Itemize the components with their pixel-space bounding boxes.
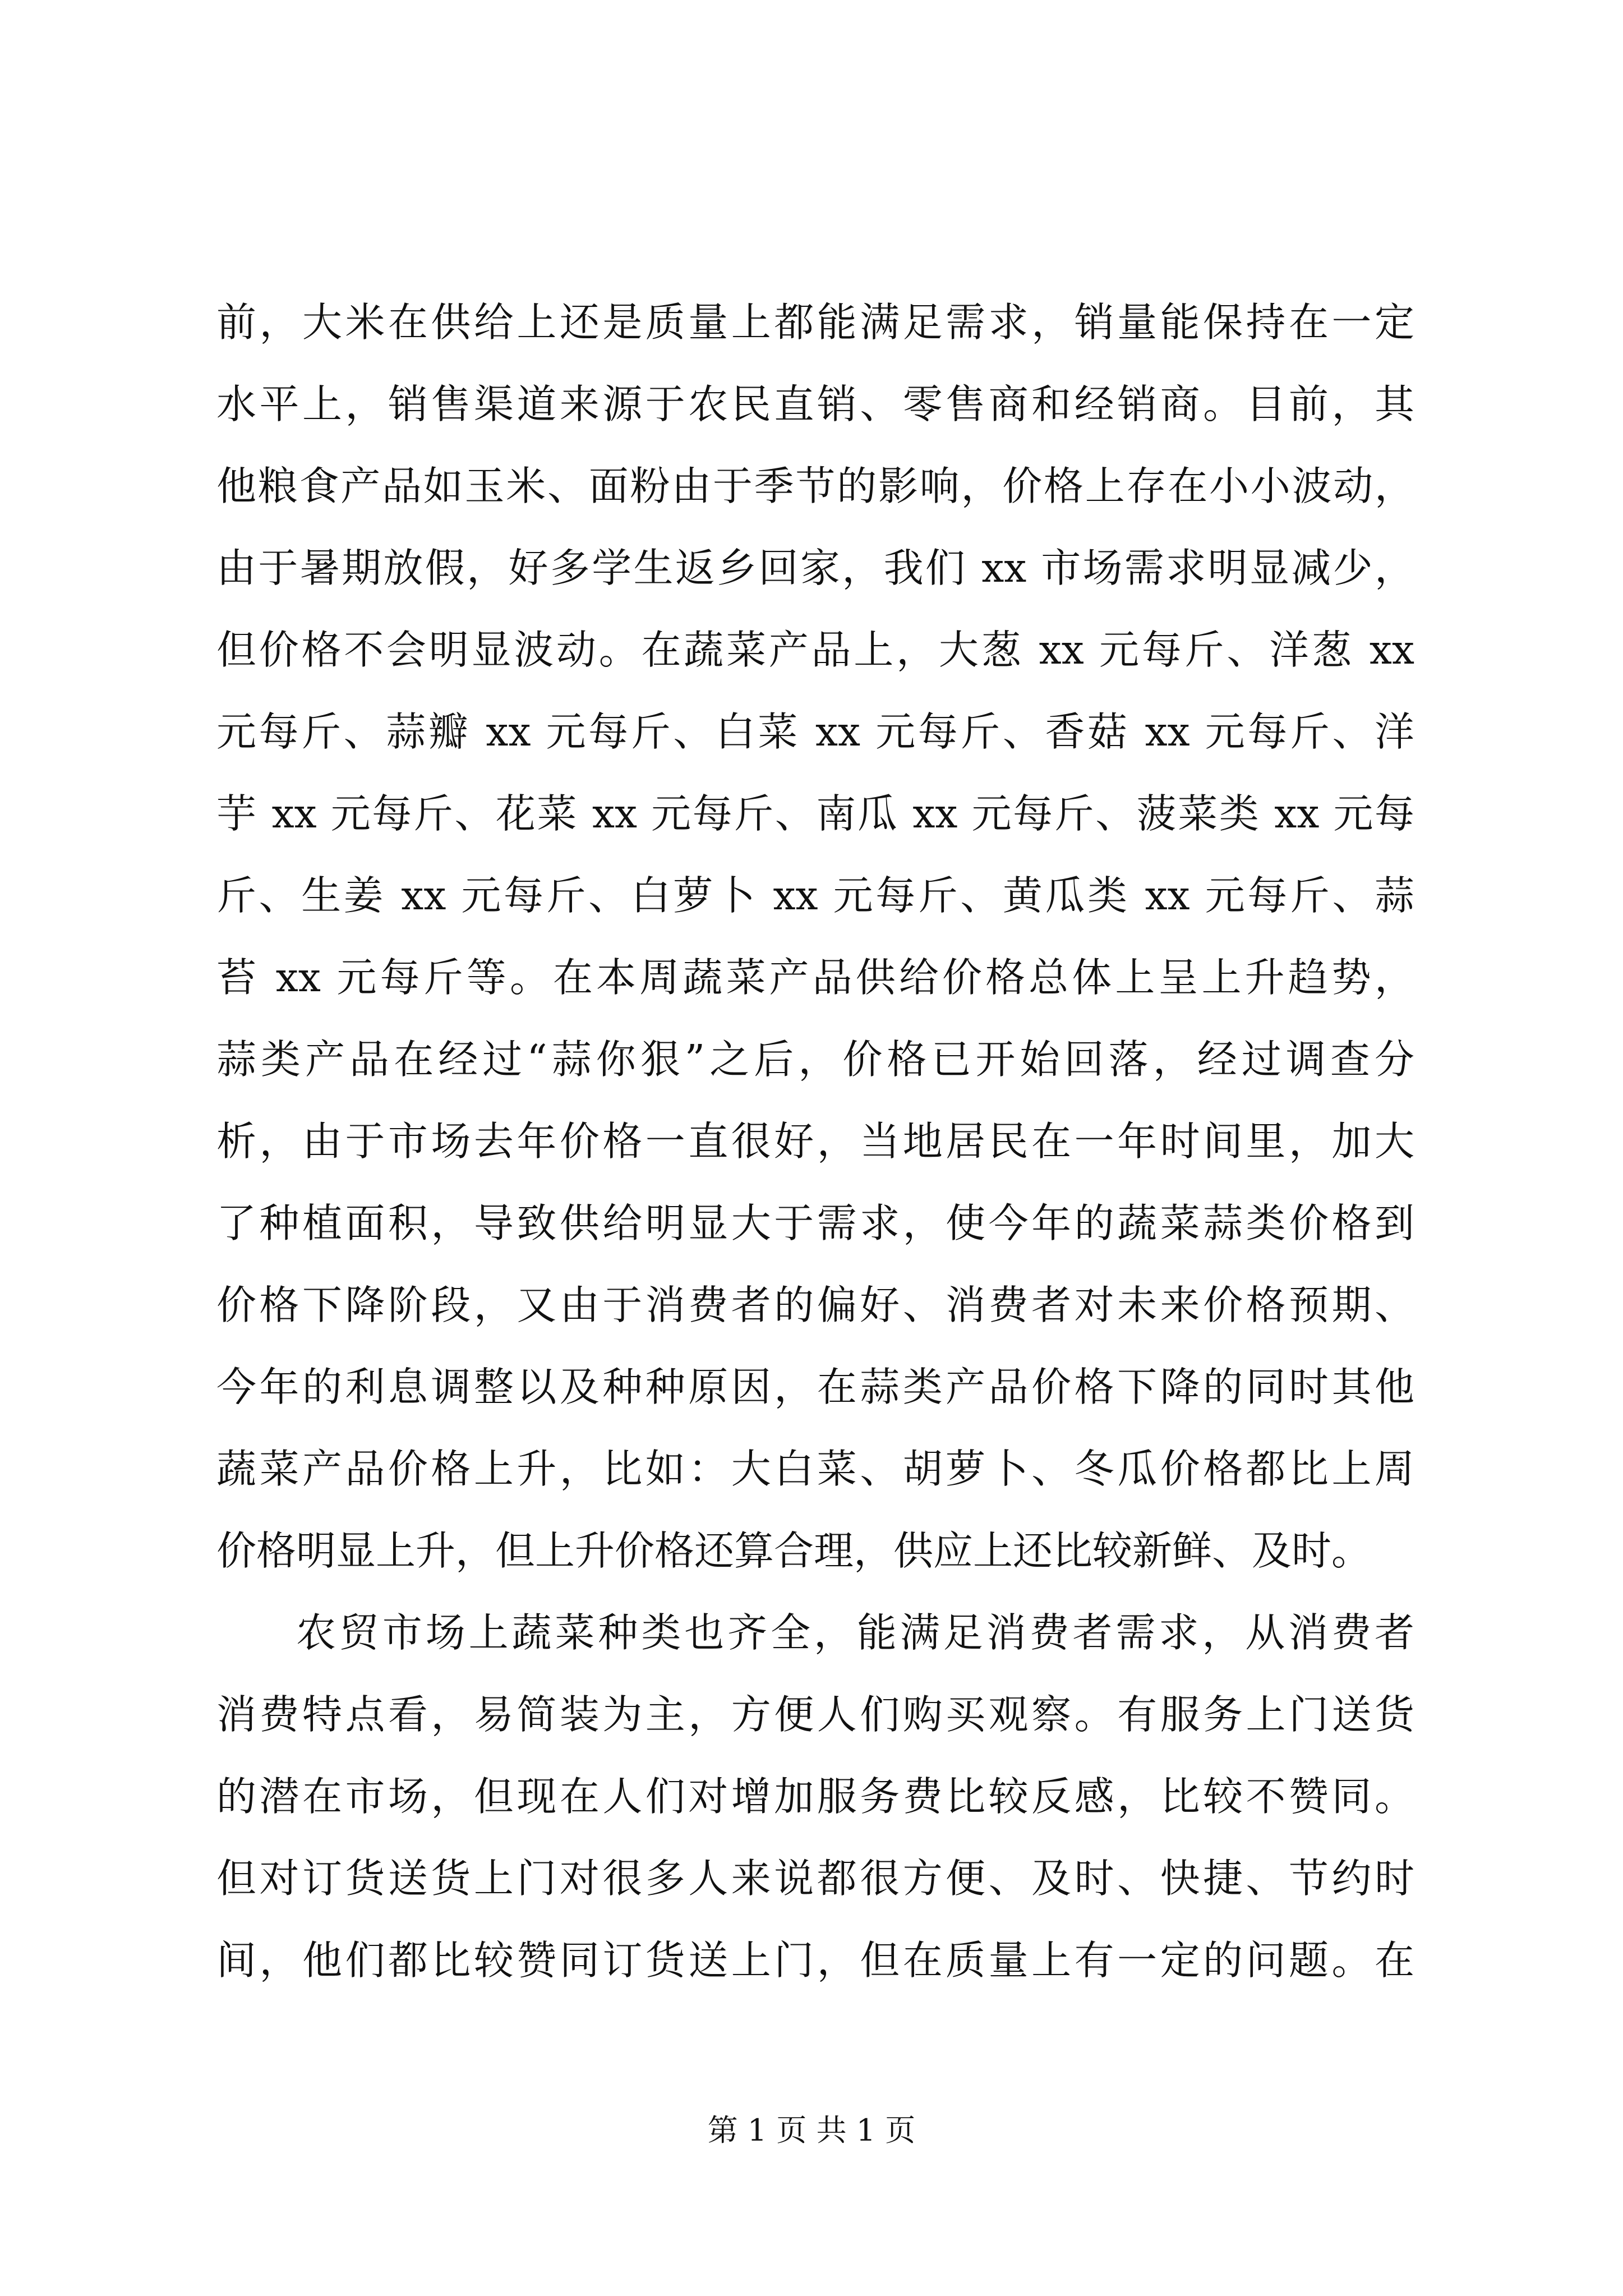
text-line: 了种植面积，导致供给明显大于需求，使今年的蔬菜蒜类价格到 [216,1200,1414,1246]
page-number: 第 1 页 共 1 页 [707,2113,916,2148]
text-line: 水平上，销售渠道来源于农民直销、零售商和经销商。目前，其 [216,381,1414,427]
text-line: 苔 xx 元每斤等。在本周蔬菜产品供给价格总体上呈上升趋势， [216,954,1414,1001]
text-line: 他粮食产品如玉米、面粉由于季节的影响，价格上存在小小波动， [216,463,1414,509]
body-text [216,282,1414,2001]
text-line: 斤、生姜 xx 元每斤、白萝卜 xx 元每斤、黄瓜类 xx 元每斤、蒜 [216,872,1414,919]
page-footer [0,2106,1623,2150]
text-line: 芋 xx 元每斤、花菜 xx 元每斤、南瓜 xx 元每斤、菠菜类 xx 元每 [216,790,1414,837]
text-line: 由于暑期放假，好多学生返乡回家，我们 xx 市场需求明显减少， [216,545,1414,591]
text-line: 元每斤、蒜瓣 xx 元每斤、白菜 xx 元每斤、香菇 xx 元每斤、洋 [216,708,1414,755]
text-line: 蔬菜产品价格上升，比如：大白菜、胡萝卜、冬瓜价格都比上周 [216,1446,1414,1492]
text-line: 前，大米在供给上还是质量上都能满足需求，销量能保持在一定 [216,299,1414,346]
text-line: 的潜在市场，但现在人们对增加服务费比较反感，比较不赞同。 [216,1773,1414,1820]
text-line: 价格下降阶段，又由于消费者的偏好、消费者对未来价格预期、 [216,1282,1414,1328]
text-line: 消费特点看，易简装为主，方便人们购买观察。有服务上门送货 [216,1691,1414,1738]
text-line: 但价格不会明显波动。在蔬菜产品上，大葱 xx 元每斤、洋葱 xx [216,627,1414,673]
text-line: 农贸市场上蔬菜种类也齐全，能满足消费者需求，从消费者 [296,1609,1414,1656]
text-line: 价格明显上升，但上升价格还算合理，供应上还比较新鲜、及时。 [216,1527,1372,1574]
text-line: 但对订货送货上门对很多人来说都很方便、及时、快捷、节约时 [216,1855,1414,1902]
text-line: 间，他们都比较赞同订货送上门，但在质量上有一定的问题。在 [216,1937,1414,1984]
text-line: 析，由于市场去年价格一直很好，当地居民在一年时间里，加大 [216,1118,1414,1165]
text-line: 今年的利息调整以及种种原因，在蒜类产品价格下降的同时其他 [216,1364,1414,1410]
text-line: 蒜类产品在经过“蒜你狠”之后，价格已开始回落，经过调查分 [216,1036,1414,1083]
